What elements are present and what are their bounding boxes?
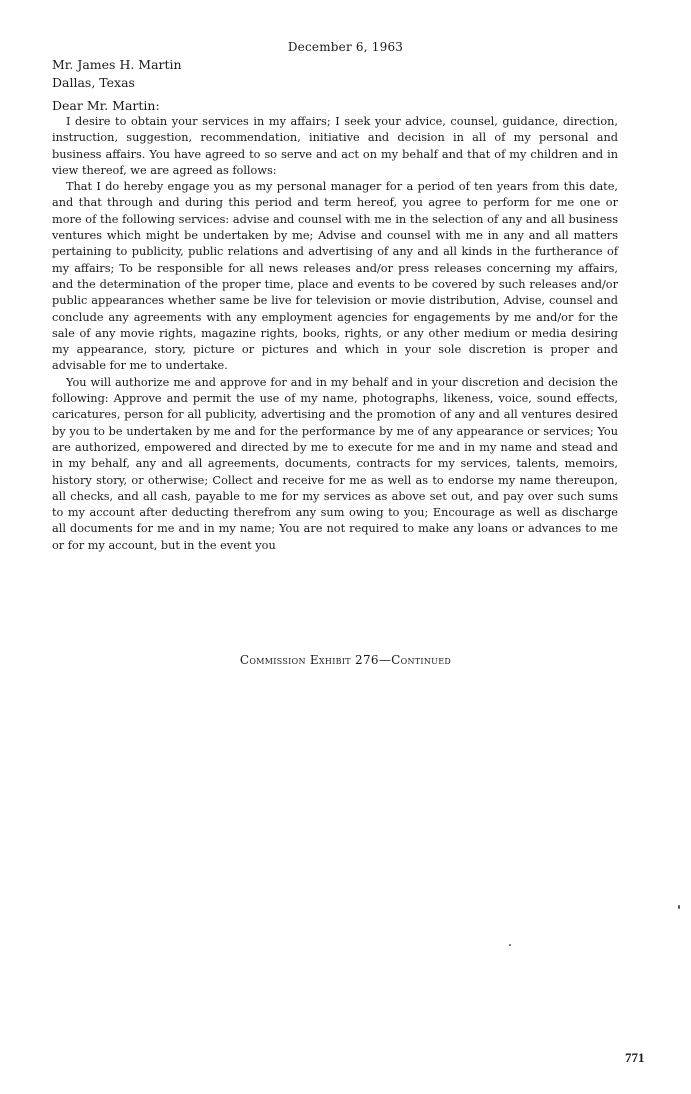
body-paragraph-3: You will authorize me and approve for and in my behalf and in your discretion and decision the following: Approve and permit the use of my name, photographs, likeness, voice, sound effects, caricatures, person for all publicity, advertising and the promotion of any and all ventures desired by you to be undertaken by me and for the performance by me of any appearance or services; You are authorized, empowered and directed by me to execute for me and in my name and stead and in my behalf, any and all agreements, documents, contracts for my services, talents, memoirs, history story, or otherwise; Collect and receive for me as well as to endorse my name thereupon, all checks, and all cash, payable to me for my services as above set out, and pay over such sums to my account after deducting therefrom any sum owing to you; Encourage as well as discharge all documents for me and in my name; You are not required to make any loans or advances to me or for my account, but in the event you	[52, 375, 618, 552]
body-paragraph-2: That I do hereby engage you as my personal manager for a period of ten years from this date, and that through and during this period and term hereof, you agree to perform for me one or more of the following services: advise and counsel with me in the selection of any and all business ventures which might be undertaken by me; Advise and counsel with me in any and all matters pertaining to publicity, public relations and advertising of any and all kinds in the furtherance of my affairs; To be responsible for all news releases and/or press releases concerning my affairs, and the determination of the proper time, place and events to be covered by such releases and/or public appearances whether same be live for television or movie distribution, Advise, counsel and conclude any agreements with any employment agencies for engagements by me and/or for the sale of any movie rights, magazine rights, books, rights, or any other medium or media desiring my appearance, story, picture or pictures and which in your sole discretion is proper and advisable for me to undertake.	[52, 180, 618, 373]
letter-body	[52, 114, 618, 554]
scan-speck	[509, 944, 511, 946]
scan-speck	[678, 905, 680, 909]
exhibit-caption: Commission Exhibit 276—Continued	[239, 653, 452, 667]
addressee-city: Dallas, Texas	[52, 75, 135, 90]
addressee-block	[52, 56, 182, 92]
letter-date: December 6, 1963	[287, 40, 404, 54]
page-number: 771	[625, 1050, 645, 1065]
addressee-name: Mr. James H. Martin	[52, 57, 182, 72]
salutation: Dear Mr. Martin:	[52, 98, 160, 113]
body-paragraph-1: I desire to obtain your services in my affairs; I seek your advice, counsel, guidance, direction, instruction, suggestion, recommendation, initiative and decision in all of my personal and business affairs. You have agreed to so serve and act on my behalf and that of my children and in view thereof, we are agreed as follows:	[52, 115, 618, 177]
